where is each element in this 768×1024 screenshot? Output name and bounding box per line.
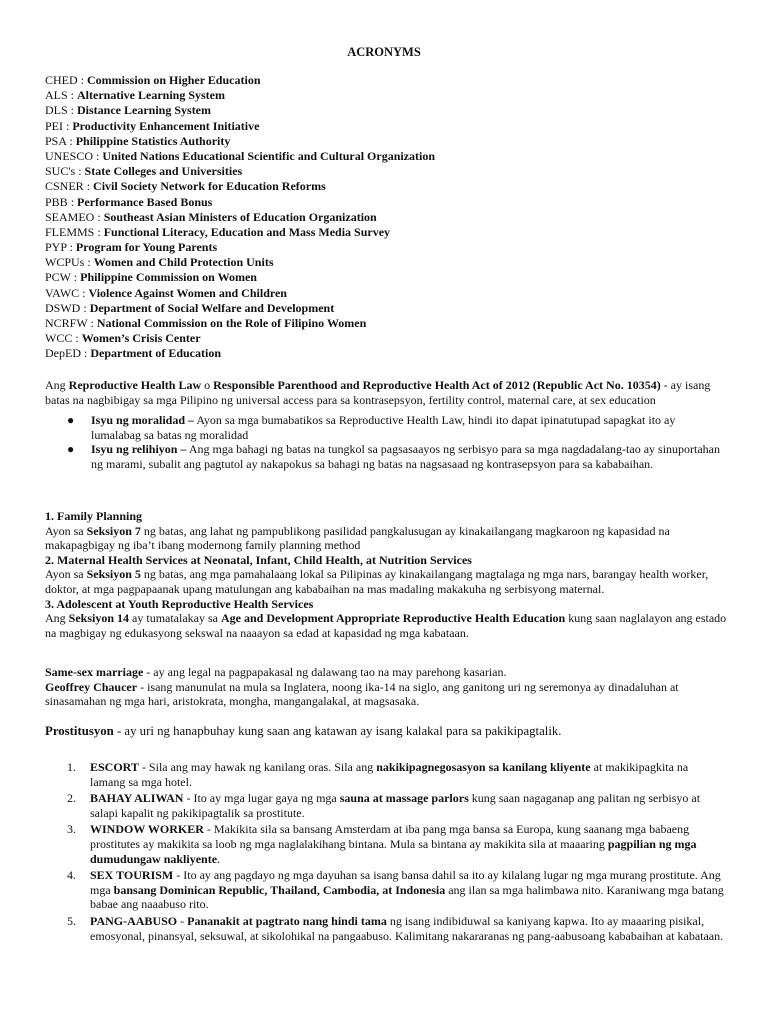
acronym-full: Philippine Commission on Women: [80, 270, 257, 285]
acronym-full: Alternative Learning System: [77, 88, 225, 103]
acronym-full: Philippine Statistics Authority: [75, 133, 231, 148]
issue-text: Ang mga bahagi ng batas na tungkol sa pagsasaayos ng serbisyo para sa mga nagdadalang-tao ay sinuportahan ng marami, subalit ang pagtutol ay nakapokus sa bahagi ng batas na nagsasaad ng kontrasepsyon para sa kababaihan.: [91, 442, 721, 471]
acronym-abbr: ALS: [45, 88, 68, 103]
type-text: .: [217, 851, 221, 866]
list-item: [63, 822, 725, 866]
acronym-list: [45, 73, 735, 362]
same-sex-paragraph: [45, 665, 730, 709]
acronym-abbr: NCRFW: [45, 316, 88, 330]
text: o: [201, 378, 214, 392]
type-text: -: [177, 913, 188, 928]
separator: :: [79, 285, 89, 300]
text: Ayon sa: [45, 523, 87, 538]
section-ref: Seksiyon 14: [68, 611, 130, 626]
separator: :: [63, 118, 73, 133]
type-text: ang ilan sa mga halimbawa nito. Karaniwang mga batang babae ang naaabuso rito.: [90, 882, 724, 912]
acronym-row: [45, 119, 735, 134]
list-number: 1.: [67, 760, 76, 774]
list-item: [63, 442, 723, 471]
acronym-row: [45, 286, 735, 301]
acronym-row: [45, 270, 735, 285]
acronym-full: Southeast Asian Ministers of Education Organization: [103, 209, 377, 224]
prostitusyon-paragraph: [45, 724, 730, 739]
type-name: SEX TOURISM: [90, 868, 174, 883]
text: Ang: [45, 378, 69, 392]
term: Same-sex marriage: [45, 665, 144, 679]
definition: - ay uri ng hanapbuhay kung saan ang katawan ay isang kalakal para sa pakikipagtalik.: [113, 724, 562, 738]
type-name: WINDOW WORKER: [90, 822, 204, 837]
acronym-row: [45, 134, 735, 149]
term: Prostitusyon: [45, 724, 114, 738]
text: Ang: [45, 611, 69, 626]
separator: :: [70, 270, 81, 285]
separator: :: [67, 194, 78, 209]
acronym-full: United Nations Educational Scientific and Cultural Organization: [102, 148, 436, 163]
type-highlight: sauna at massage parlors: [339, 791, 469, 806]
list-number: 3.: [67, 822, 76, 837]
separator: :: [84, 255, 94, 270]
acronym-full: Department of Social Welfare and Development: [89, 300, 335, 315]
acronym-row: [45, 103, 735, 118]
acronym-abbr: WCC: [45, 331, 73, 346]
type-text: - Ito ay mga lugar gaya ng mga: [183, 791, 340, 806]
acronym-row: [45, 225, 735, 240]
acronym-abbr: UNESCO: [45, 148, 94, 163]
list-number: 4.: [67, 868, 76, 883]
separator: :: [75, 164, 85, 179]
text: ng batas, ang lahat ng pampublikong pasilidad pangkalusugan ay kinakailangang magkaroon ng kapasidad na makapagbigay ng iba’t ibang modernong family planning method: [45, 523, 670, 553]
acronym-abbr: SEAMEO: [45, 209, 95, 224]
separator: :: [77, 73, 88, 87]
section-heading: 3. Adolescent at Youth Reproductive Health Services: [45, 596, 314, 611]
acronym-full: State Colleges and Universities: [84, 164, 243, 179]
separator: :: [72, 331, 82, 346]
acronym-row: [45, 179, 735, 194]
acronym-row: [45, 255, 735, 270]
acronym-abbr: CHED: [45, 73, 78, 87]
acronym-row: [45, 346, 735, 361]
acronym-full: Program for Young Parents: [75, 240, 218, 255]
section-ref: Seksiyon 5: [86, 567, 141, 582]
page-title: ACRONYMS: [347, 45, 421, 59]
acronym-row: [45, 73, 735, 88]
definition: - ay ang legal na pagpapakasal ng dalawang tao na may parehong kasarian.: [143, 665, 507, 679]
separator: :: [80, 300, 90, 315]
acronym-full: Productivity Enhancement Initiative: [72, 118, 260, 133]
text: - ay isang batas na nagbibigay sa mga Pilipino ng universal access para sa kontrasepsyon, fertility control, maternal care, at sex education: [45, 378, 711, 407]
acronym-full: Commission on Higher Education: [87, 73, 261, 87]
acronym-abbr: PEI: [45, 118, 63, 133]
numbered-list: [63, 760, 725, 945]
type-name: ESCORT: [90, 760, 139, 774]
separator: :: [67, 88, 78, 103]
definition: - isang manunulat na mula sa Inglatera, noong ika-14 na siglo, ang ganitong uri ng seremonya ay dinadaluhan at sinasamahan ng mga hari, aristokrata, mongha, mangangalakal, at magsasaka.: [45, 679, 679, 709]
type-name: PANG-AABUSO: [90, 913, 178, 928]
section-ref: Seksiyon 7: [86, 523, 141, 538]
acronym-abbr: FLEMMS: [45, 224, 95, 239]
section-heading: 2. Maternal Health Services at Neonatal, Infant, Child Health, at Nutrition Services: [45, 552, 472, 567]
type-name: BAHAY ALIWAN: [90, 791, 184, 806]
rh-act-term: Responsible Parenthood and Reproductive Health Act of 2012 (Republic Act No. 10354): [213, 378, 661, 392]
acronym-full: Women and Child Protection Units: [93, 255, 274, 270]
separator: :: [66, 133, 76, 148]
list-item: [63, 914, 725, 943]
acronym-abbr: CSNER: [45, 179, 84, 194]
list-item: [63, 413, 723, 442]
acronym-row: [45, 164, 735, 179]
issue-head: Isyu ng moralidad –: [91, 413, 195, 427]
rh-sections: [45, 509, 730, 640]
acronym-full: Performance Based Bonus: [77, 194, 213, 209]
acronym-full: National Commission on the Role of Filipino Women: [96, 316, 367, 330]
list-item: [63, 760, 725, 789]
section-ref: Age and Development Appropriate Reproductive Health Education: [221, 611, 566, 626]
list-item: [63, 791, 725, 820]
text: ng batas, ang mga pamahalaang lokal sa Pilipinas ay kinakailangang magtalaga ng mga nars, barangay health worker, doktor, at mga pagpapaanak upang matulungan ang kababaihan na mas madaling makakuha ng serbisyong maternal.: [45, 567, 709, 596]
acronym-abbr: PBB: [45, 194, 68, 209]
acronym-row: [45, 316, 735, 331]
term: Geoffrey Chaucer: [45, 679, 138, 694]
separator: :: [94, 209, 104, 224]
acronym-full: Women’s Crisis Center: [81, 331, 201, 346]
acronym-full: Violence Against Women and Children: [88, 285, 287, 300]
acronym-row: [45, 301, 735, 316]
acronym-row: [45, 240, 735, 255]
type-highlight: nakikipagnegosasyon sa kanilang kliyente: [376, 760, 591, 774]
acronym-abbr: PYP: [45, 240, 67, 255]
type-text: - Ito ay ang pagdayo ng mga dayuhan sa isang bansa dahil sa ito ay kilalang lugar ng mga murang prostitute. Ang mga: [90, 868, 721, 897]
type-text: kung saan nagaganap ang palitan ng serbisyo at salapi kapalit ng pakikipagtalik sa prostitute.: [90, 791, 701, 820]
acronym-abbr: DSWD: [45, 300, 81, 315]
acronym-abbr: DLS: [45, 103, 68, 118]
separator: :: [94, 224, 104, 239]
acronym-abbr: VAWC: [45, 285, 80, 300]
acronym-row: [45, 149, 735, 164]
type-highlight: Pananakit at pagtrato nang hindi tama: [187, 913, 387, 928]
issue-list: [63, 413, 723, 471]
acronym-full: Department of Education: [90, 346, 222, 361]
separator: :: [67, 103, 78, 118]
acronym-abbr: DepED: [45, 346, 81, 361]
acronym-abbr: PSA: [45, 133, 67, 148]
type-highlight: bansang Dominican Republic, Thailand, Cambodia, at Indonesia: [113, 882, 446, 897]
text: Ayon sa: [45, 567, 87, 582]
separator: :: [66, 240, 76, 255]
separator: :: [81, 346, 91, 361]
rh-law-term: Reproductive Health Law: [68, 378, 202, 392]
acronym-abbr: PCW: [45, 270, 71, 285]
list-number: 2.: [67, 791, 76, 806]
acronym-row: [45, 88, 735, 103]
rh-law-paragraph: [45, 378, 730, 407]
type-text: ng isang indibiduwal sa kaniyang kapwa. Ito ay maaaring pisikal, emosyonal, pinansyal, seksuwal, at sikolohikal na pangaabuso. Kalimitang nakararanas ng pang-aabusoang kababaihan at kabataan.: [90, 913, 724, 943]
type-text: - Makikita sila sa bansang Amsterdam at iba pang mga bansa sa Europa, kung saanang mga babaeng prostitutes ay makikita sa loob ng mga naglalakihang bintana. Mula sa bintana ay makikita sila at maaaring: [90, 822, 690, 851]
acronym-full: Functional Literacy, Education and Mass Media Survey: [103, 224, 391, 239]
bullet-icon: ●: [67, 413, 75, 427]
bullet-icon: ●: [67, 442, 75, 457]
list-number: 5.: [67, 913, 76, 928]
acronym-abbr: WCPUs: [45, 255, 85, 270]
list-item: [63, 868, 725, 912]
acronym-row: [45, 195, 735, 210]
separator: :: [83, 179, 94, 194]
type-highlight: pagpilian ng mga dumudungaw nakliyente: [90, 836, 697, 866]
separator: :: [87, 316, 97, 330]
issue-text: Ayon sa mga bumabatikos sa Reproductive Health Law, hindi ito dapat ipinatutupad sapagkat ito ay lumalabag sa batas ng moralidad: [91, 413, 676, 442]
acronym-row: [45, 331, 735, 346]
acronym-abbr: SUC's: [45, 164, 76, 179]
section-heading: 1. Family Planning: [45, 509, 143, 523]
type-text: - Sila ang may hawak ng kanilang oras. Sila ang: [138, 760, 377, 774]
text: ay tumatalakay sa: [129, 611, 221, 626]
text: kung saan naglalayon ang estado na magbigay ng edukasyong sekswal na naaayon sa edad at kapasidad ng mga kabataan.: [45, 611, 727, 640]
type-text: at makikipagkita na lamang sa mga hotel.: [90, 760, 689, 789]
acronym-full: Civil Society Network for Education Reforms: [93, 179, 326, 194]
separator: :: [93, 148, 103, 163]
issue-head: Isyu ng relihiyon –: [91, 442, 187, 457]
acronym-full: Distance Learning System: [77, 103, 212, 118]
acronym-row: [45, 210, 735, 225]
